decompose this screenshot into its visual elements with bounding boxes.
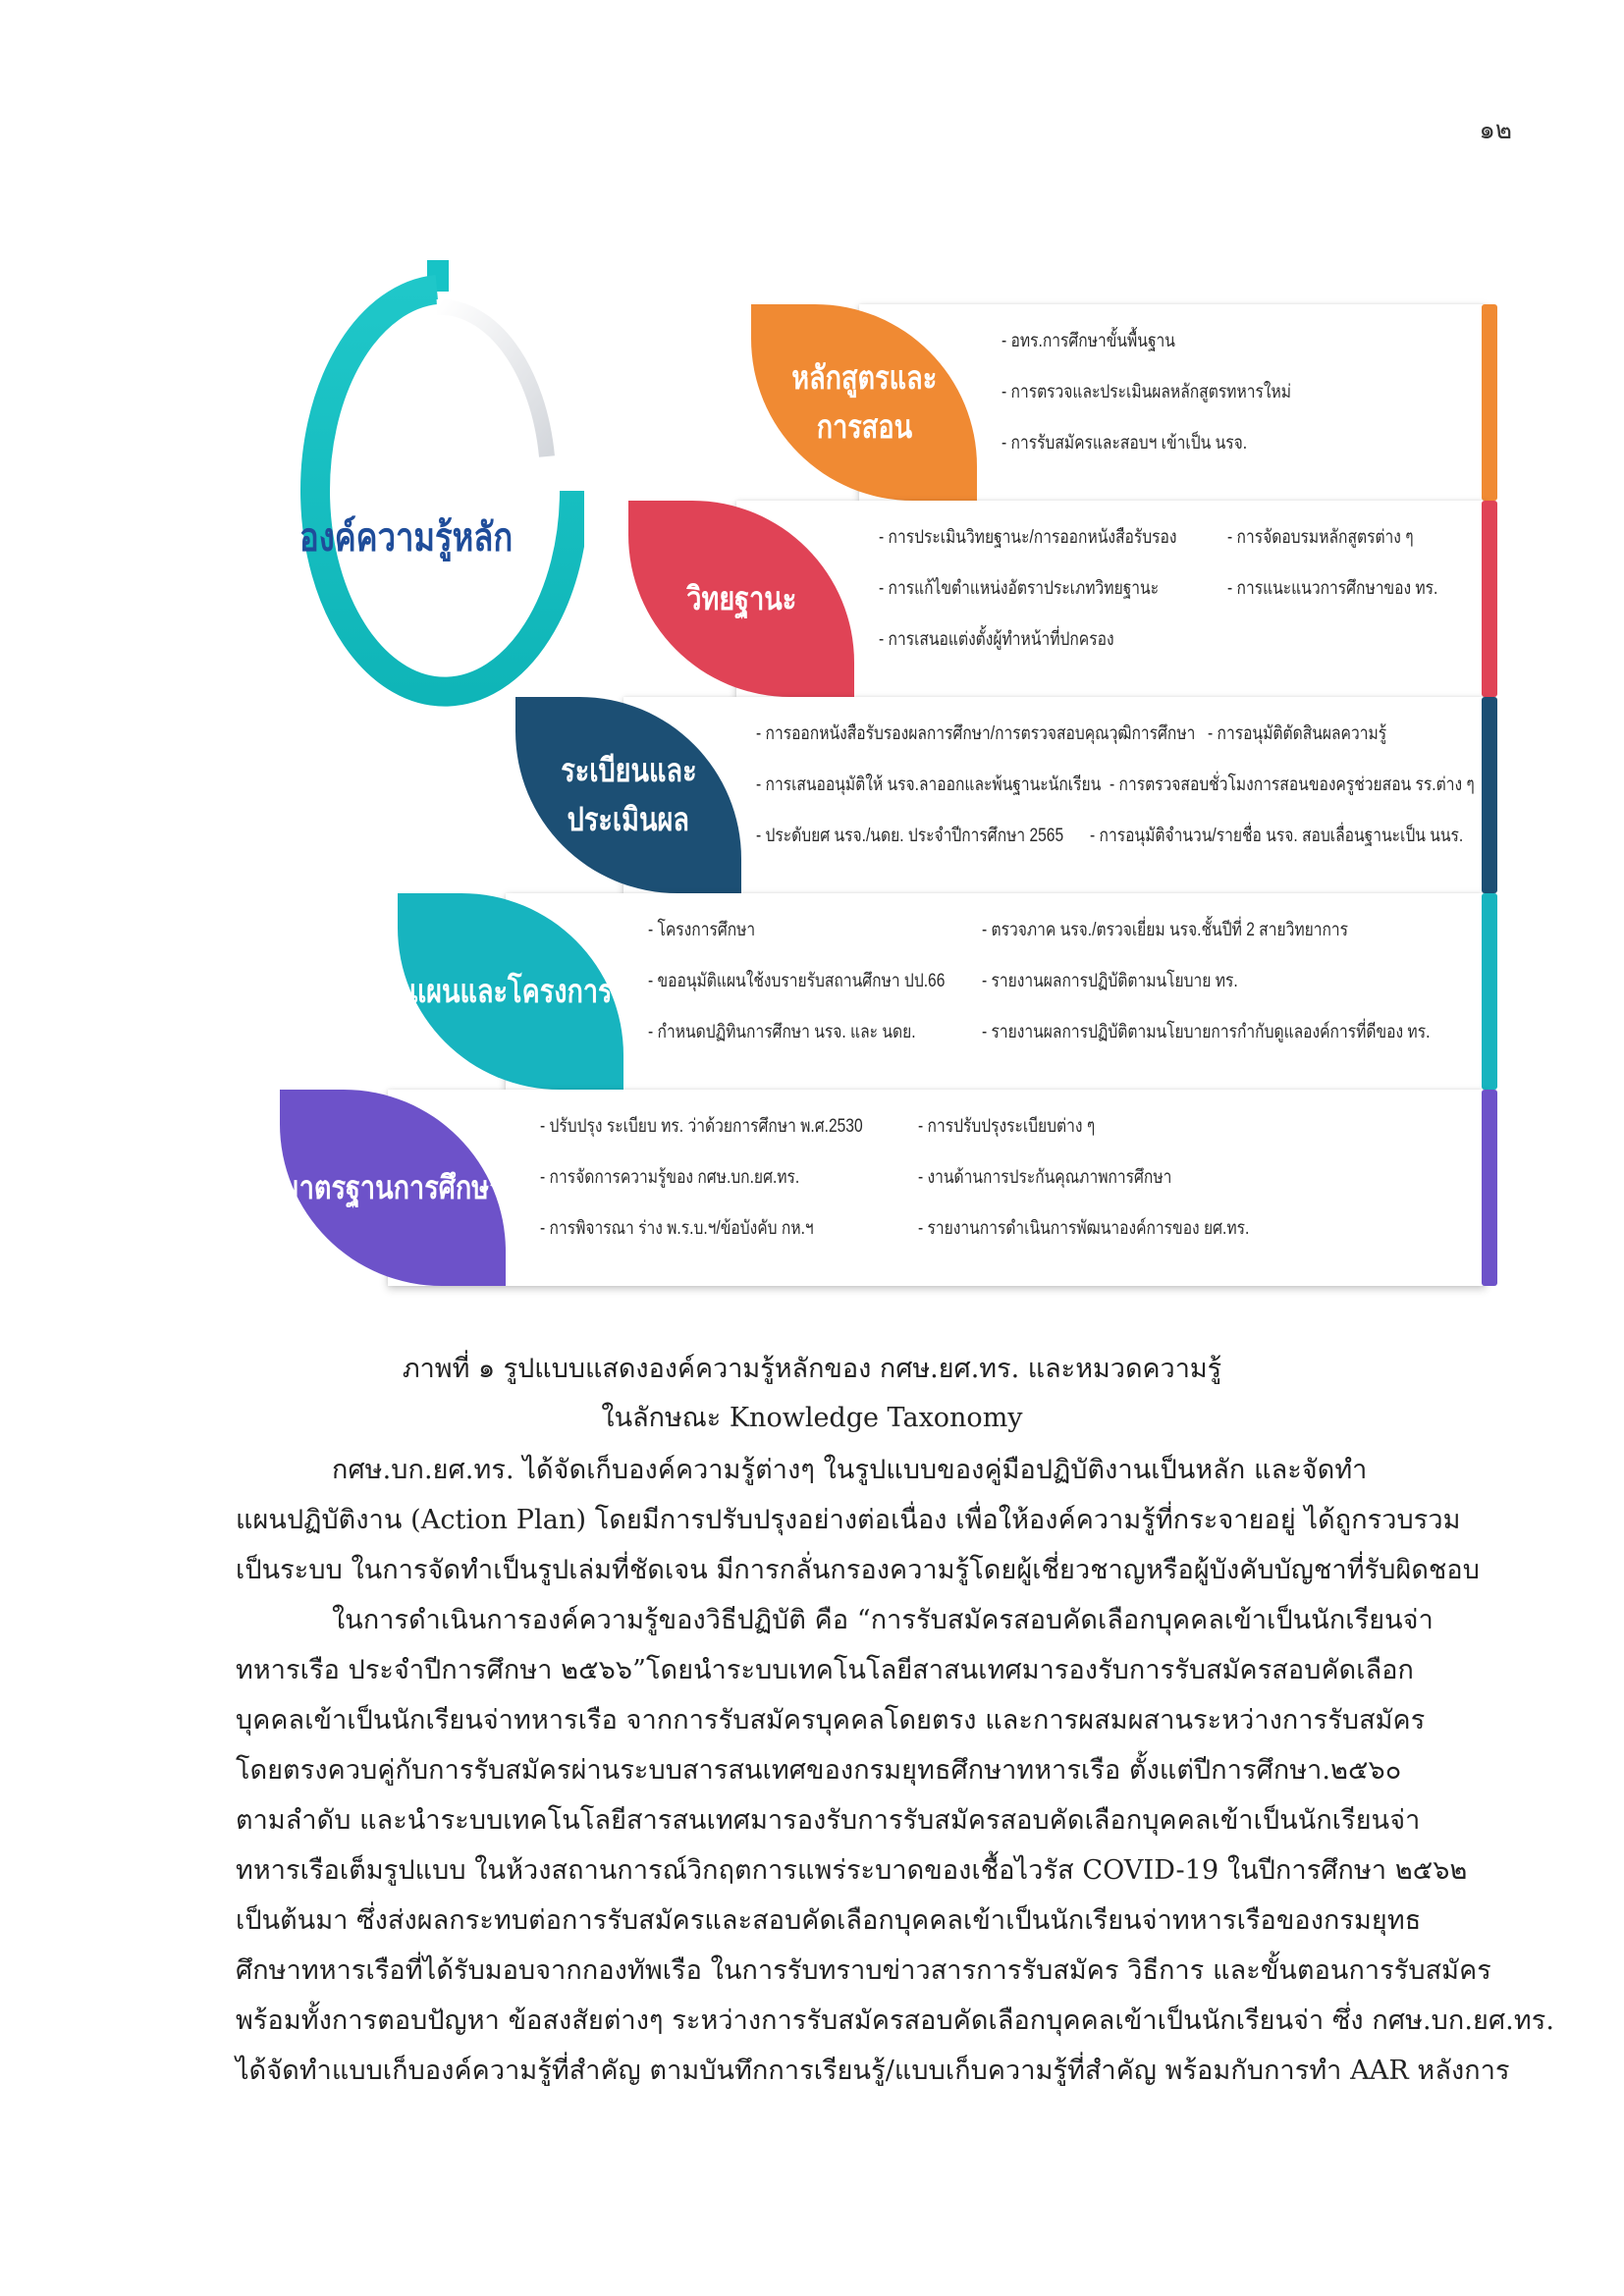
category-title-line: มาตรฐานการศึกษา [281,1169,505,1205]
body-line: แผนปฏิบัติงาน (Action Plan) โดยมีการปรับปรุงอย่างต่อเนื่อง เพื่อให้องค์ความรู้ที่กระจายอยู่ ได้ถูกรวบรวม [236,1505,1461,1535]
category-item: - การปรับปรุงระเบียบต่าง ๆ [918,1116,1096,1137]
category-row-academic-standing [628,501,1497,697]
category-item: - อทร.การศึกษาขั้นพื้นฐาน [1001,331,1175,351]
category-item: - การออกหนังสือรับรองผลการศึกษา/การตรวจสอบคุณวุฒิการศึกษา [756,723,1196,744]
category-item: - การพิจารณา ร่าง พ.ร.บ.ฯ/ข้อบังคับ กห.ฯ [540,1218,814,1239]
category-item: - ประดับยศ นรจ./นดย. ประจำปีการศึกษา 2565 [756,826,1064,846]
category-item: - รายงานผลการปฏิบัติตามนโยบาย ทร. [982,971,1238,991]
category-accent-bar [1482,501,1497,697]
category-item: - การแนะแนวการศึกษาของ ทร. [1227,578,1438,599]
category-item: - การจัดการความรู้ของ กศษ.บก.ยศ.ทร. [540,1167,800,1188]
figure-caption-subtitle: ในลักษณะ Knowledge Taxonomy [601,1403,1023,1433]
category-accent-bar [1482,1090,1497,1286]
category-item: - การเสนออนุมัติให้ นรจ.ลาออกและพ้นฐานะนักเรียน [756,774,1102,795]
category-item: - การแก้ไขตำแหน่งอัตราประเภทวิทยฐานะ [879,578,1160,599]
category-item: - ปรับปรุง ระเบียบ ทร. ว่าด้วยการศึกษา พ.ศ.2530 [540,1116,863,1137]
category-item: - ตรวจภาค นรจ./ตรวจเยี่ยม นรจ.ชั้นปีที่ 2 สายวิทยาการ [982,920,1349,940]
core-ring-graphic [290,260,584,712]
body-line: กศษ.บก.ยศ.ทร. ได้จัดเก็บองค์ความรู้ต่างๆ ในรูปแบบของคู่มือปฏิบัติงานเป็นหลัก และจัดทำ [332,1455,1368,1485]
category-item: - โครงการศึกษา [648,920,756,940]
category-row-records-evaluation [515,697,1497,893]
category-row-education-standards [280,1090,1497,1286]
category-row-plans-projects [398,893,1497,1090]
category-item: - การตรวจและประเมินผลหลักสูตรทหารใหม่ [1001,382,1291,402]
category-title-line: ระเบียนและ [560,752,697,788]
core-knowledge-label: องค์ความรู้หลัก [299,516,514,560]
category-item: - งานด้านการประกันคุณภาพการศึกษา [918,1167,1172,1188]
category-title-line: ประเมินผล [567,801,690,837]
category-item: - การจัดอบรมหลักสูตรต่าง ๆ [1227,527,1414,548]
category-accent-bar [1482,893,1497,1090]
body-line: พร้อมทั้งการตอบปัญหา ข้อสงสัยต่างๆ ระหว่างการรับสมัครสอบคัดเลือกบุคคลเข้าเป็นนักเรียนจ่า ซึ่ง กศษ.บก.ยศ.ทร. [236,2005,1555,2036]
category-accent-bar [1482,304,1497,501]
category-accent-bar [1482,697,1497,893]
category-item: - รายงานการดำเนินการพัฒนาองค์การของ ยศ.ทร. [918,1218,1250,1239]
body-line: บุคคลเข้าเป็นนักเรียนจ่าทหารเรือ จากการรับสมัครบุคคลโดยตรง และการผสมผสานระหว่างการรับสมัคร [236,1705,1426,1735]
page-number: ๑๒ [1479,116,1512,145]
category-title-line: แผนและโครงการ [408,973,613,1009]
body-line: ตามลำดับ และนำระบบเทคโนโลยีสารสนเทศมารองรับการรับสมัครสอบคัดเลือกบุคคลเข้าเป็นนักเรียนจ่า [236,1805,1421,1836]
category-item: - การอนุมัติตัดสินผลความรู้ [1208,723,1387,744]
figure-caption: ภาพที่ ๑ รูปแบบแสดงองค์ความรู้หลักของ กศษ.ยศ.ทร. และหมวดความรู้ [402,1354,1222,1384]
category-item: - รายงานผลการปฏิบัติตามนโยบายการกำกับดูแลองค์การที่ดีของ ทร. [982,1022,1431,1042]
category-item: - การประเมินวิทยฐานะ/การออกหนังสือรับรอง [879,527,1177,548]
category-item: - การอนุมัติจำนวน/รายชื่อ นรจ. สอบเลื่อนฐานะเป็น นนร. [1090,826,1464,846]
category-item: - การตรวจสอบชั่วโมงการสอนของครูช่วยสอน รร.ต่าง ๆ [1110,774,1475,795]
category-item: - การเสนอแต่งตั้งผู้ทำหน้าที่ปกครอง [879,629,1114,650]
category-item: - การรับสมัครและสอบฯ เข้าเป็น นรจ. [1001,433,1248,454]
body-line: ได้จัดทำแบบเก็บองค์ความรู้ที่สำคัญ ตามบันทึกการเรียนรู้/แบบเก็บความรู้ที่สำคัญ พร้อมกับการทำ AAR หลังการ [236,2056,1510,2086]
body-line: ทหารเรือ ประจำปีการศึกษา ๒๕๖๖”โดยนำระบบเทคโนโลยีสาสนเทศมารองรับการรับสมัครสอบคัดเลือก [236,1655,1414,1685]
category-title-line: การสอน [816,408,912,445]
body-line: เป็นต้นมา ซึ่งส่งผลกระทบต่อการรับสมัครและสอบคัดเลือกบุคคลเข้าเป็นนักเรียนจ่าทหารเรือของกรมยุทธ [236,1905,1422,1936]
body-line: โดยตรงควบคู่กับการรับสมัครผ่านระบบสารสนเทศของกรมยุทธศึกษาทหารเรือ ตั้งแต่ปีการศึกษา.๒๕๖๐ [236,1755,1402,1786]
knowledge-taxonomy-figure [280,250,1497,1306]
category-title-line: หลักสูตรและ [791,359,937,396]
body-line: ศึกษาทหารเรือที่ได้รับมอบจากกองทัพเรือ ในการรับทราบข่าวสารการรับสมัคร วิธีการ และขั้นตอนการรับสมัคร [236,1955,1491,1986]
category-row-curriculum [751,304,1497,501]
category-item: - ขออนุมัติแผนใช้งบรายรับสถานศึกษา ปป.66 [648,971,946,991]
body-line: เป็นระบบ ในการจัดทำเป็นรูปเล่มที่ชัดเจน มีการกลั่นกรองความรู้โดยผู้เชี่ยวชาญหรือผู้บังคับบัญชาที่รับผิดชอบ [236,1555,1480,1585]
body-line: ทหารเรือเต็มรูปแบบ ในห้วงสถานการณ์วิกฤตการแพร่ระบาดของเชื้อไวรัส COVID-19 ในปีการศึกษา ๒๕๖๒ [236,1855,1468,1886]
category-title-line: วิทยฐานะ [685,580,797,616]
body-line: ในการดำเนินการองค์ความรู้ของวิธีปฏิบัติ คือ “การรับสมัครสอบคัดเลือกบุคคลเข้าเป็นนักเรียนจ่า [332,1605,1434,1635]
category-item: - กำหนดปฏิทินการศึกษา นรจ. และ นดย. [648,1022,916,1042]
